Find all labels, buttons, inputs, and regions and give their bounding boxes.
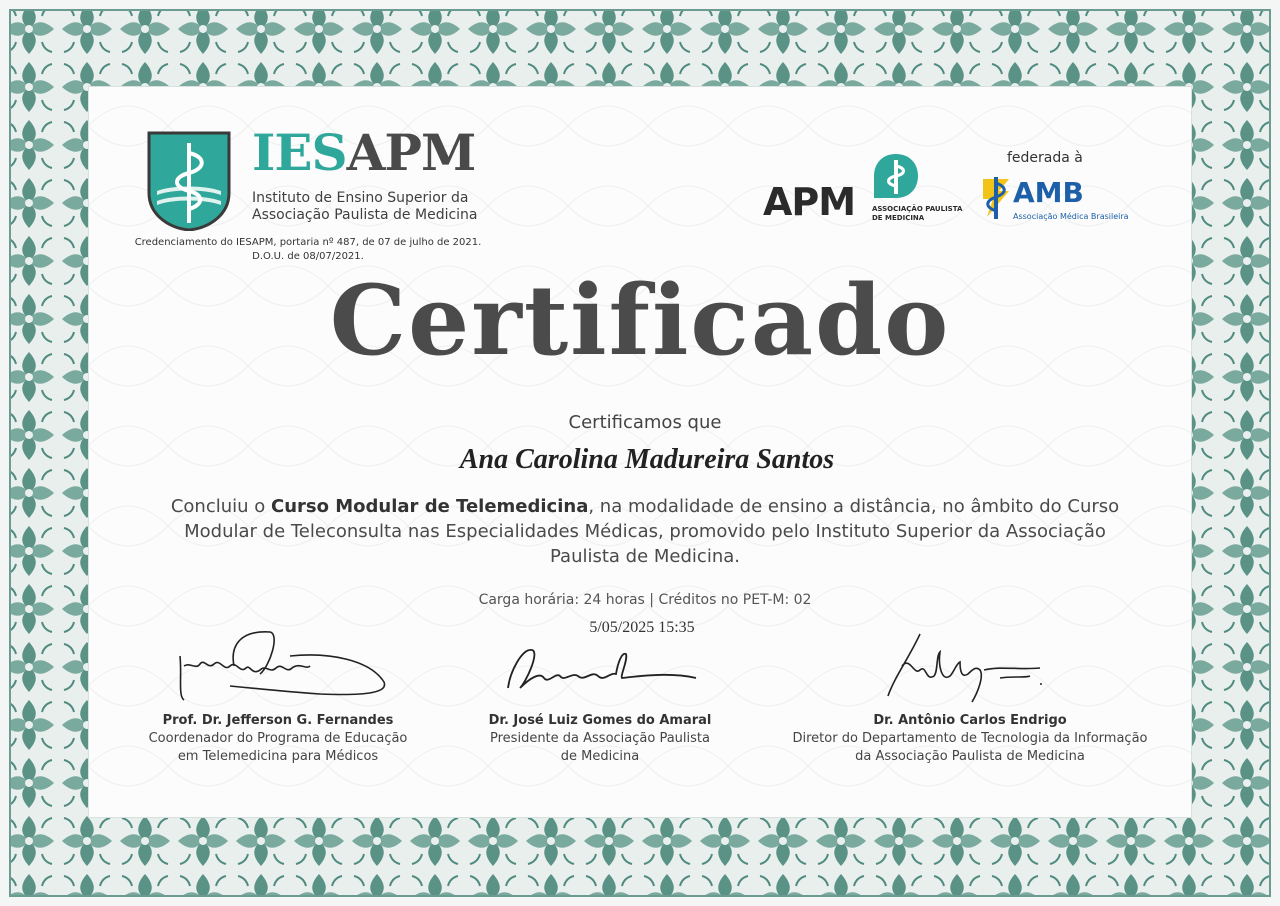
iesapm-subtitle-line2: Associação Paulista de Medicina [252, 207, 478, 223]
issue-datetime: 5/05/2025 15:35 [589, 619, 695, 636]
signer-role-line1: Presidente da Associação Paulista [490, 731, 710, 746]
course-description [170, 494, 1120, 569]
federada-label: federada à [1007, 150, 1083, 166]
signature-amaral [500, 642, 700, 694]
course-description-prefix: Concluiu o [170, 496, 272, 517]
signature-block-3 [780, 712, 1160, 766]
iesapm-word-apm: APM [346, 123, 476, 182]
signature-jefferson [170, 626, 400, 706]
iesapm-subtitle-line1: Instituto de Ensino Superior da [252, 190, 469, 206]
signer-name: Prof. Dr. Jefferson G. Fernandes [162, 713, 394, 728]
apm-wordmark: APM [763, 180, 856, 224]
signature-endrigo [880, 626, 1060, 710]
iesapm-wordmark [252, 123, 476, 182]
recipient-name: Ana Carolina Madureira Santos [459, 444, 835, 475]
credenciamento-text [120, 236, 496, 264]
signer-role-line2: da Associação Paulista de Medicina [855, 749, 1085, 764]
apm-subtitle-line1: ASSOCIAÇÃO PAULISTA [872, 205, 963, 213]
credenciamento-line2: D.O.U. de 08/07/2021. [252, 251, 364, 262]
intro-text: Certificamos que [568, 412, 722, 433]
amb-subtitle: Associação Médica Brasileira [1013, 212, 1129, 221]
certificate-title: Certificado [329, 264, 951, 377]
amb-caduceus-icon [979, 173, 1013, 221]
signer-role-line1: Coordenador do Programa de Educação [148, 731, 408, 746]
signer-role-line1: Diretor do Departamento de Tecnologia da Informação [792, 731, 1148, 746]
course-name: Curso Modular de Telemedicina [271, 496, 589, 517]
signer-role-line2: em Telemedicina para Médicos [177, 749, 379, 764]
signer-name: Dr. José Luiz Gomes do Amaral [488, 713, 712, 728]
amb-wordmark: AMB [1013, 176, 1084, 209]
course-description-suffix: , na modalidade de ensino a distância, no âmbito do Curso Modular de Teleconsulta nas Especialidades Médicas, promovido pelo Instituto Superior da Associação Paulista de Medicina. [184, 496, 1120, 567]
iesapm-word-ies: IES [252, 123, 347, 182]
signature-block-1 [120, 712, 436, 766]
iesapm-subtitle [252, 190, 492, 224]
iesapm-shield-logo [147, 131, 231, 231]
credenciamento-line1: Credenciamento do IESAPM, portaria nº 487, de 07 de julho de 2021. [134, 237, 482, 248]
signature-block-2 [450, 712, 750, 766]
apm-subtitle-line2: DE MEDICINA [872, 214, 925, 222]
apm-subtitle [872, 205, 962, 223]
signer-name: Dr. Antônio Carlos Endrigo [873, 713, 1067, 728]
apm-caduceus-icon [872, 152, 920, 202]
signer-role-line2: de Medicina [560, 749, 640, 764]
workload-text: Carga horária: 24 horas | Créditos no PET-M: 02 [478, 592, 812, 608]
